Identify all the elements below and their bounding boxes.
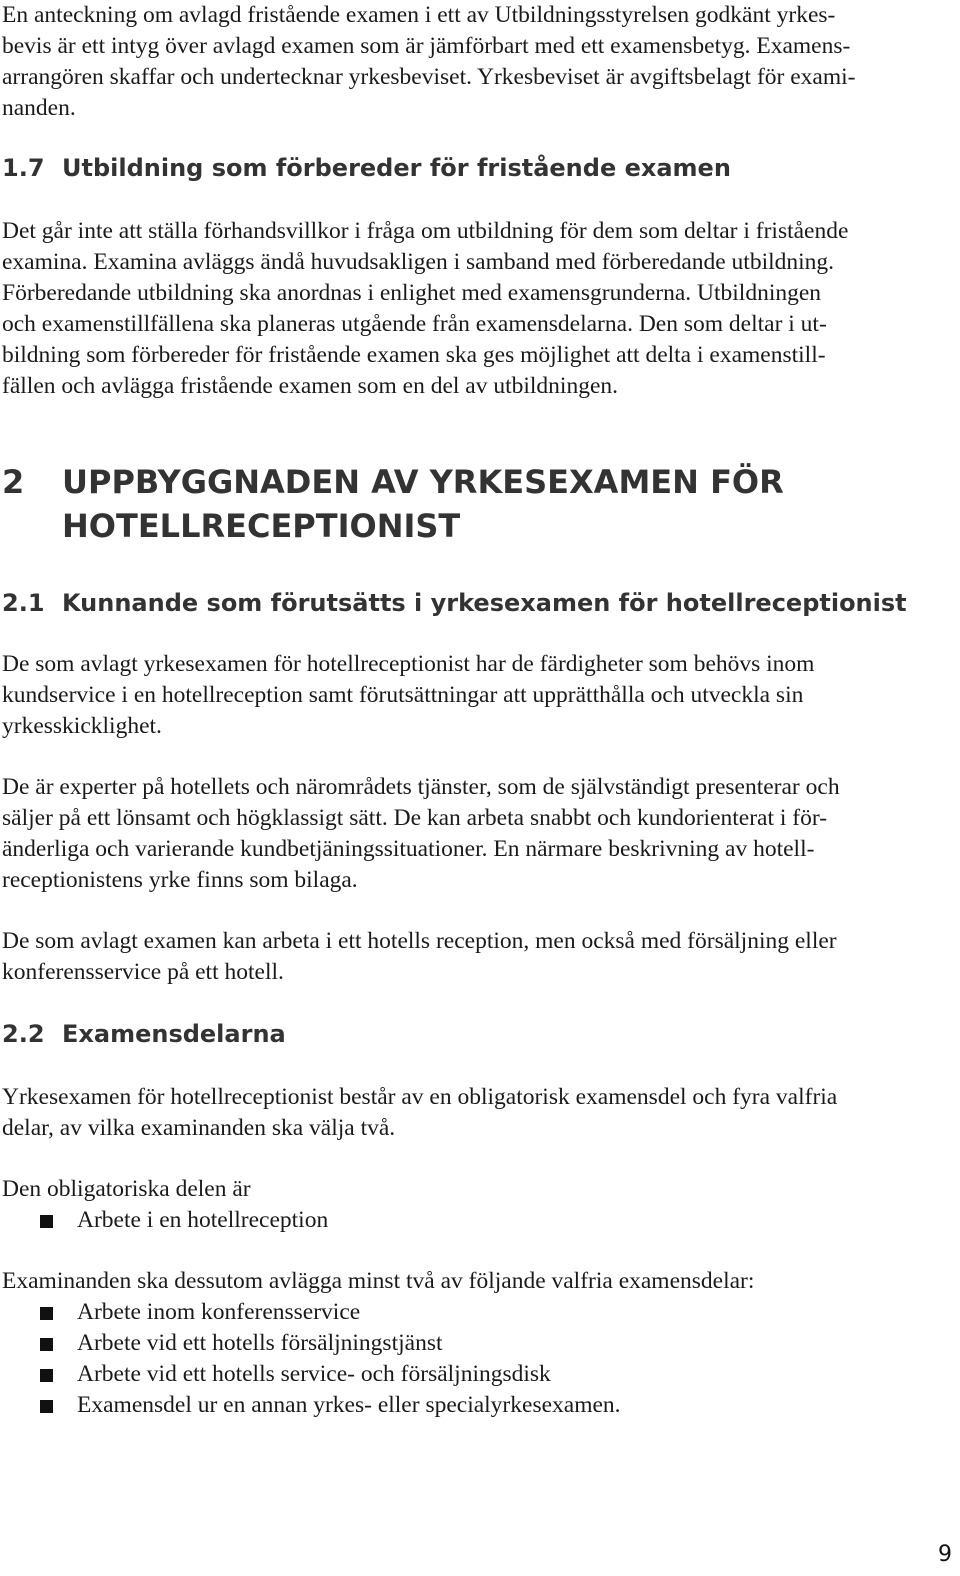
list-item — [2, 1205, 956, 1236]
paragraph-line: Förberedande utbildning ska anordnas i enlighet med examensgrunderna. Utbildningen — [2, 280, 822, 306]
paragraph-line: Yrkesexamen för hotellreceptionist består av en obligatorisk examensdel och fyra valfria — [2, 1084, 838, 1110]
list-item-text: Arbete vid ett hotells service- och försäljningsdisk — [77, 1361, 551, 1387]
optional-intro: Examinanden ska dessutom avlägga minst två av följande valfria examensdelar: — [2, 1268, 755, 1294]
intro-paragraph — [2, 0, 956, 124]
list-item-text: Examensdel ur en annan yrkes- eller specialyrkesexamen. — [77, 1392, 621, 1418]
mandatory-list — [2, 1205, 956, 1236]
section-2-1-paragraph-3 — [2, 926, 956, 988]
square-bullet-icon — [40, 1215, 53, 1228]
intro-line: bevis är ett intyg över avlagd examen som är jämförbart med ett examensbetyg. Examens- — [2, 33, 851, 59]
paragraph-line: receptionistens yrke finns som bilaga. — [2, 867, 358, 893]
optional-parts-block — [2, 1266, 956, 1421]
paragraph-line: änderliga och varierande kundbetjäningssituationer. En närmare beskrivning av hotell- — [2, 836, 815, 862]
paragraph-line: och examenstillfällena ska planeras utgående från examensdelarna. Den som deltar i ut- — [2, 311, 827, 337]
mandatory-part-block — [2, 1174, 956, 1236]
paragraph-line: examina. Examina avläggs ändå huvudsakligen i samband med förberedande utbildning. — [2, 249, 835, 275]
section-number: 2.1 — [2, 589, 45, 617]
intro-line: arrangören skaffar och undertecknar yrkesbeviset. Yrkesbeviset är avgiftsbelagt för exami- — [2, 64, 856, 90]
list-item-text: Arbete i en hotellreception — [77, 1207, 329, 1233]
section-heading-2-1 — [2, 588, 956, 618]
paragraph-line: delar, av vilka examinanden ska välja två. — [2, 1115, 396, 1141]
square-bullet-icon — [40, 1369, 53, 1382]
section-number: 2.2 — [2, 1020, 45, 1048]
paragraph-line: De som avlagt yrkesexamen för hotellreceptionist har de färdigheter som behövs inom — [2, 651, 815, 677]
paragraph-line: fällen och avlägga fristående examen som en del av utbildningen. — [2, 373, 619, 399]
paragraph-line: säljer på ett lönsamt och högklassigt sätt. De kan arbeta snabbt och kundorienterat i för- — [2, 805, 828, 831]
paragraph-line: bildning som förbereder för fristående examen ska ges möjlighet att delta i examenstill- — [2, 342, 826, 368]
square-bullet-icon — [40, 1307, 53, 1320]
list-item — [2, 1328, 956, 1359]
section-title: Examensdelarna — [62, 1020, 286, 1048]
section-heading-1-7 — [2, 153, 956, 183]
intro-line: En anteckning om avlagd fristående examen i ett av Utbildningsstyrelsen godkänt yrkes- — [2, 2, 836, 28]
mandatory-intro: Den obligatoriska delen är — [2, 1176, 251, 1202]
chapter-title-line-1: UPPBYGGNADEN AV YRKESEXAMEN FÖR — [62, 463, 784, 501]
list-item-text: Arbete vid ett hotells försäljningstjänst — [77, 1330, 443, 1356]
paragraph-line: konferensservice på ett hotell. — [2, 959, 284, 985]
paragraph-line: De är experter på hotellets och närområdets tjänster, som de självständigt presenterar och — [2, 774, 840, 800]
page-number: 9 — [938, 1542, 952, 1567]
section-heading-2-2 — [2, 1019, 956, 1049]
chapter-number: 2 — [2, 463, 25, 501]
section-2-1-paragraph-1 — [2, 649, 956, 742]
section-title: Kunnande som förutsätts i yrkesexamen för hotellreceptionist — [62, 589, 907, 617]
section-number: 1.7 — [2, 154, 45, 182]
square-bullet-icon — [40, 1338, 53, 1351]
list-item — [2, 1359, 956, 1390]
chapter-heading-2 — [2, 460, 956, 548]
section-2-1-paragraph-2 — [2, 772, 956, 896]
section-2-2-paragraph-1 — [2, 1082, 956, 1144]
intro-line: nanden. — [2, 95, 76, 121]
optional-list — [2, 1297, 956, 1421]
section-title: Utbildning som förbereder för fristående examen — [62, 154, 731, 182]
list-item — [2, 1297, 956, 1328]
square-bullet-icon — [40, 1400, 53, 1413]
list-item — [2, 1390, 956, 1421]
list-item-text: Arbete inom konferensservice — [77, 1299, 361, 1325]
chapter-title-line-2: HOTELLRECEPTIONIST — [62, 507, 461, 545]
section-1-7-paragraph — [2, 216, 956, 402]
paragraph-line: yrkesskicklighet. — [2, 713, 162, 739]
paragraph-line: kundservice i en hotellreception samt förutsättningar att upprätthålla och utveckla sin — [2, 682, 804, 708]
paragraph-line: Det går inte att ställa förhandsvillkor i fråga om utbildning för dem som deltar i fristående — [2, 218, 849, 244]
paragraph-line: De som avlagt examen kan arbeta i ett hotells reception, men också med försäljning eller — [2, 928, 837, 954]
